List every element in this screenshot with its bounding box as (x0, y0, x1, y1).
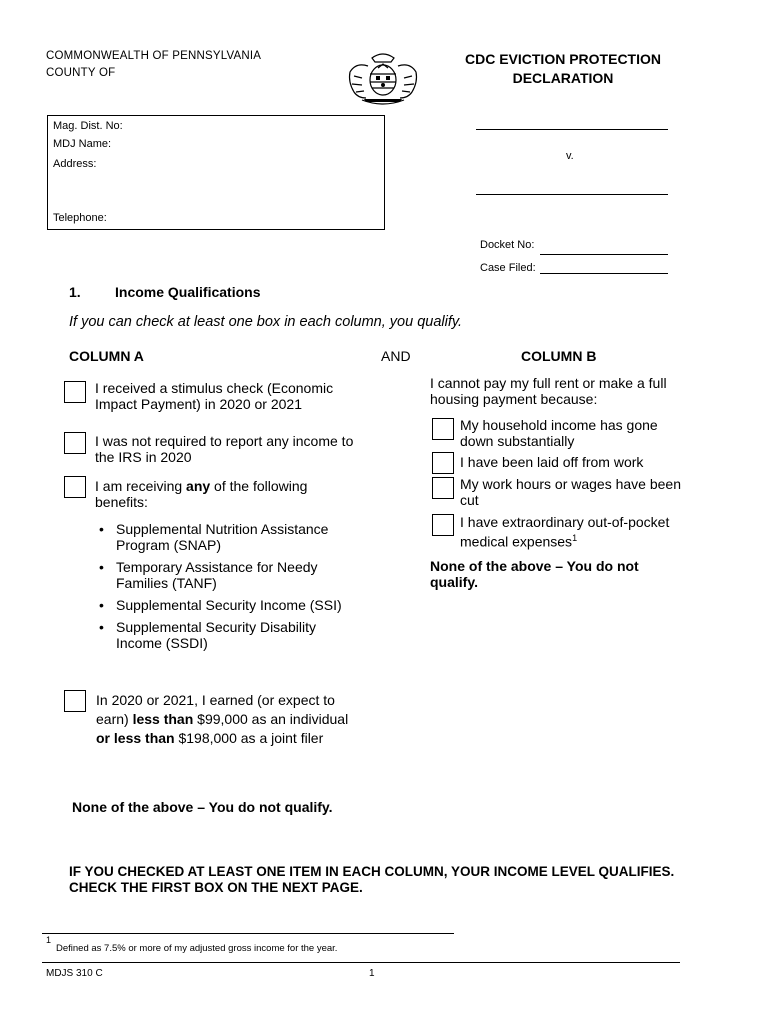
footer-divider (42, 962, 680, 963)
mdj-name-label: MDJ Name: (53, 138, 112, 150)
no-irs-report-checkbox[interactable] (64, 432, 86, 454)
pennsylvania-seal-icon (342, 48, 424, 108)
and-label: AND (381, 348, 411, 364)
income-limit-text: In 2020 or 2021, I earned (or expect to earn) less than $99,000 as an individual or less than $198,000 as a joint filer (96, 692, 349, 746)
column-a-heading: COLUMN A (69, 348, 144, 364)
column-b-intro: I cannot pay my full rent or make a full housing payment because: (430, 375, 667, 407)
section-title: Income Qualifications (115, 284, 261, 300)
benefit-tanf: • Temporary Assistance for Needy Families (TANF) (96, 559, 361, 591)
benefit-ssi: • Supplemental Security Income (SSI) (96, 597, 361, 613)
column-a-none: None of the above – You do not qualify. (72, 799, 333, 815)
laid-off-text: I have been laid off from work (460, 454, 644, 470)
benefit-snap: • Supplemental Nutrition Assistance Program (SNAP) (96, 521, 361, 553)
conclusion-text: IF YOU CHECKED AT LEAST ONE ITEM IN EACH COLUMN, YOUR INCOME LEVEL QUALIFIES. CHECK THE FIRST BOX ON THE NEXT PAGE. (69, 864, 675, 895)
footnote-marker: 1 (46, 935, 52, 945)
plaintiff-line[interactable] (476, 129, 668, 130)
case-filed-line[interactable] (540, 273, 668, 274)
footnote-divider (42, 933, 454, 934)
benefits-text: I am receiving any of the following benefits: (95, 478, 308, 510)
county-label: COUNTY OF (46, 67, 116, 79)
footnote-text: Defined as 7.5% or more of my adjusted gross income for the year. (56, 943, 338, 954)
footnote-ref: 1 (572, 533, 578, 543)
benefits-checkbox[interactable] (64, 476, 86, 498)
page-number: 1 (369, 968, 375, 979)
benefit-ssdi: • Supplemental Security Disability Income (SSDI) (96, 619, 361, 651)
hours-cut-checkbox[interactable] (432, 477, 454, 499)
column-b-none: None of the above – You do not qualify. (430, 558, 639, 590)
mag-dist-label: Mag. Dist. No: (53, 120, 123, 132)
docket-line[interactable] (540, 254, 668, 255)
form-title-line1: CDC EVICTION PROTECTION (464, 51, 661, 67)
versus-label: v. (566, 150, 574, 162)
column-b-heading: COLUMN B (521, 348, 597, 364)
docket-label: Docket No: (480, 239, 535, 251)
case-filed-label: Case Filed: (480, 262, 536, 274)
laid-off-checkbox[interactable] (432, 452, 454, 474)
state-name: COMMONWEALTH OF PENNSYLVANIA (46, 50, 262, 62)
income-down-text: My household income has gone down substantially (460, 417, 658, 449)
form-id: MDJS 310 C (46, 968, 103, 979)
address-label: Address: (53, 158, 97, 170)
telephone-label: Telephone: (53, 212, 107, 224)
form-title-line2: DECLARATION (512, 70, 614, 86)
court-info-box (47, 115, 385, 230)
section-instruction: If you can check at least one box in each column, you qualify. (69, 314, 463, 330)
section-number: 1. (69, 284, 81, 300)
no-irs-report-text: I was not required to report any income to the IRS in 2020 (95, 433, 354, 465)
stimulus-checkbox[interactable] (64, 381, 86, 403)
income-limit-checkbox[interactable] (64, 690, 86, 712)
medical-expenses-text: I have extraordinary out-of-pocket medical expenses$^1$ (460, 514, 670, 550)
hours-cut-text: My work hours or wages have been cut (460, 476, 681, 508)
benefits-list (96, 521, 361, 657)
income-down-checkbox[interactable] (432, 418, 454, 440)
stimulus-text: I received a stimulus check (Economic Impact Payment) in 2020 or 2021 (95, 380, 334, 412)
defendant-line[interactable] (476, 194, 668, 195)
medical-expenses-checkbox[interactable] (432, 514, 454, 536)
